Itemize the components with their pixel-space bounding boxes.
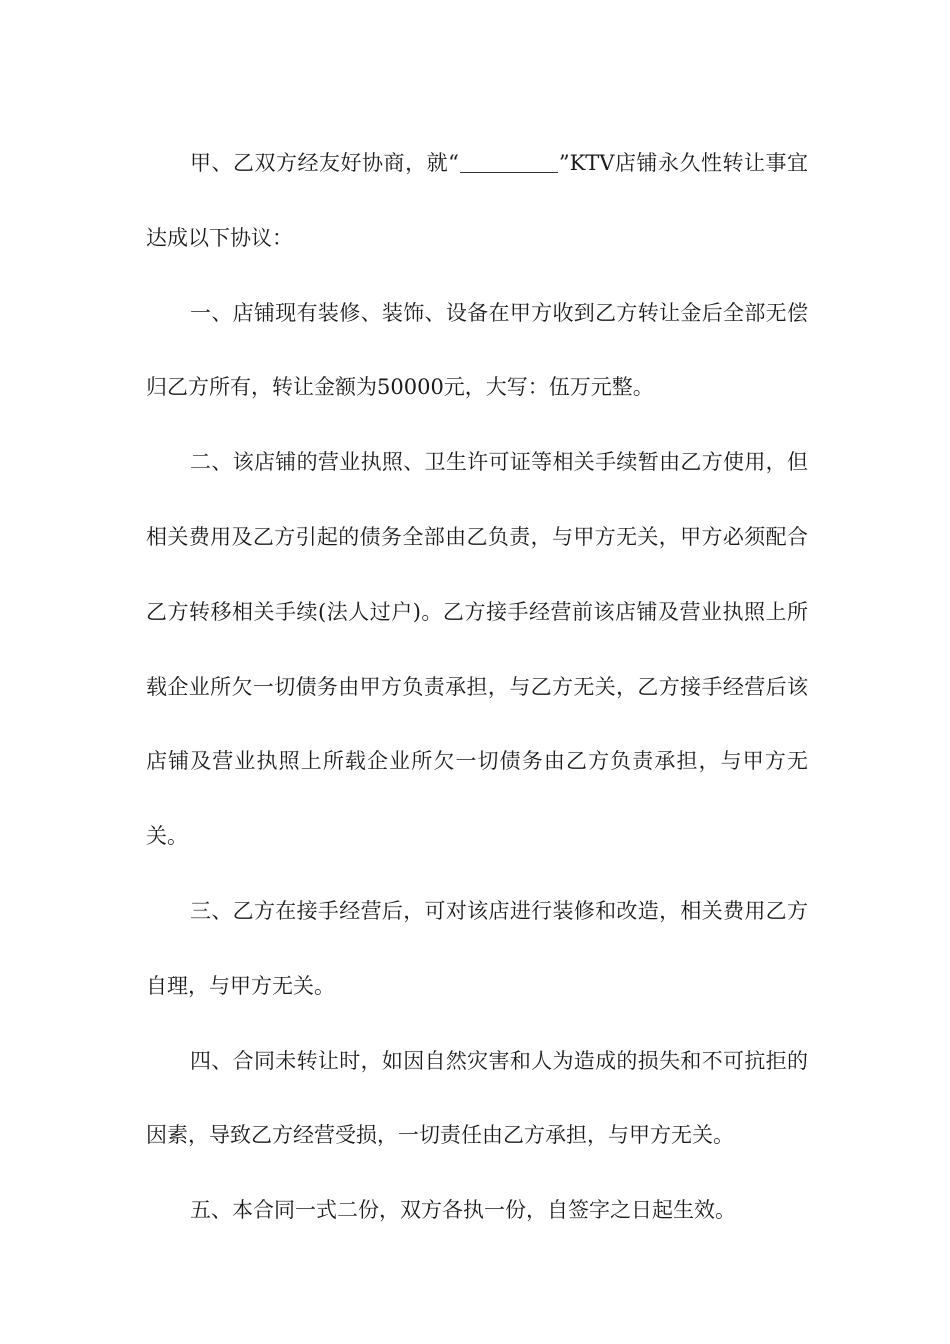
intro-text-after-blank: ”KTV店铺永久性转让事宜达成以下协议： (146, 151, 808, 250)
clause-1: 一、店铺现有装修、装饰、设备在甲方收到乙方转让金后全部无偿归乙方所有，转让金额为50000元，大写：伍万元整。 (146, 300, 808, 400)
clause-3: 三、乙方在接手经营后，可对该店进行装修和改造，相关费用乙方自理，与甲方无关。 (146, 898, 808, 998)
clause-4: 四、合同未转让时，如因自然灾害和人为造成的损失和不可抗拒的因素，导致乙方经营受损，一切责任由乙方承担，与甲方无关。 (146, 1048, 808, 1148)
intro-paragraph (146, 126, 808, 276)
intro-text-before-blank: 甲、乙双方经友好协商，就“ (190, 151, 459, 175)
clause-5: 五、本合同一式二份，双方各执一份，自签字之日起生效。 (190, 1198, 736, 1223)
store-name-blank (460, 150, 558, 173)
clause-2: 二、该店铺的营业执照、卫生许可证等相关手续暂由乙方使用，但相关费用及乙方引起的债务全部由乙负责，与甲方无关，甲方必须配合乙方转移相关手续(法人过户)。乙方接手经营前该店铺及营业执照上所载企业所欠一切债务由甲方负责承担，与乙方无关，乙方接手经营后该店铺及营业执照上所载企业所欠一切债务由乙方负责承担，与甲方无关。 (146, 450, 808, 849)
contract-body (146, 126, 808, 1248)
